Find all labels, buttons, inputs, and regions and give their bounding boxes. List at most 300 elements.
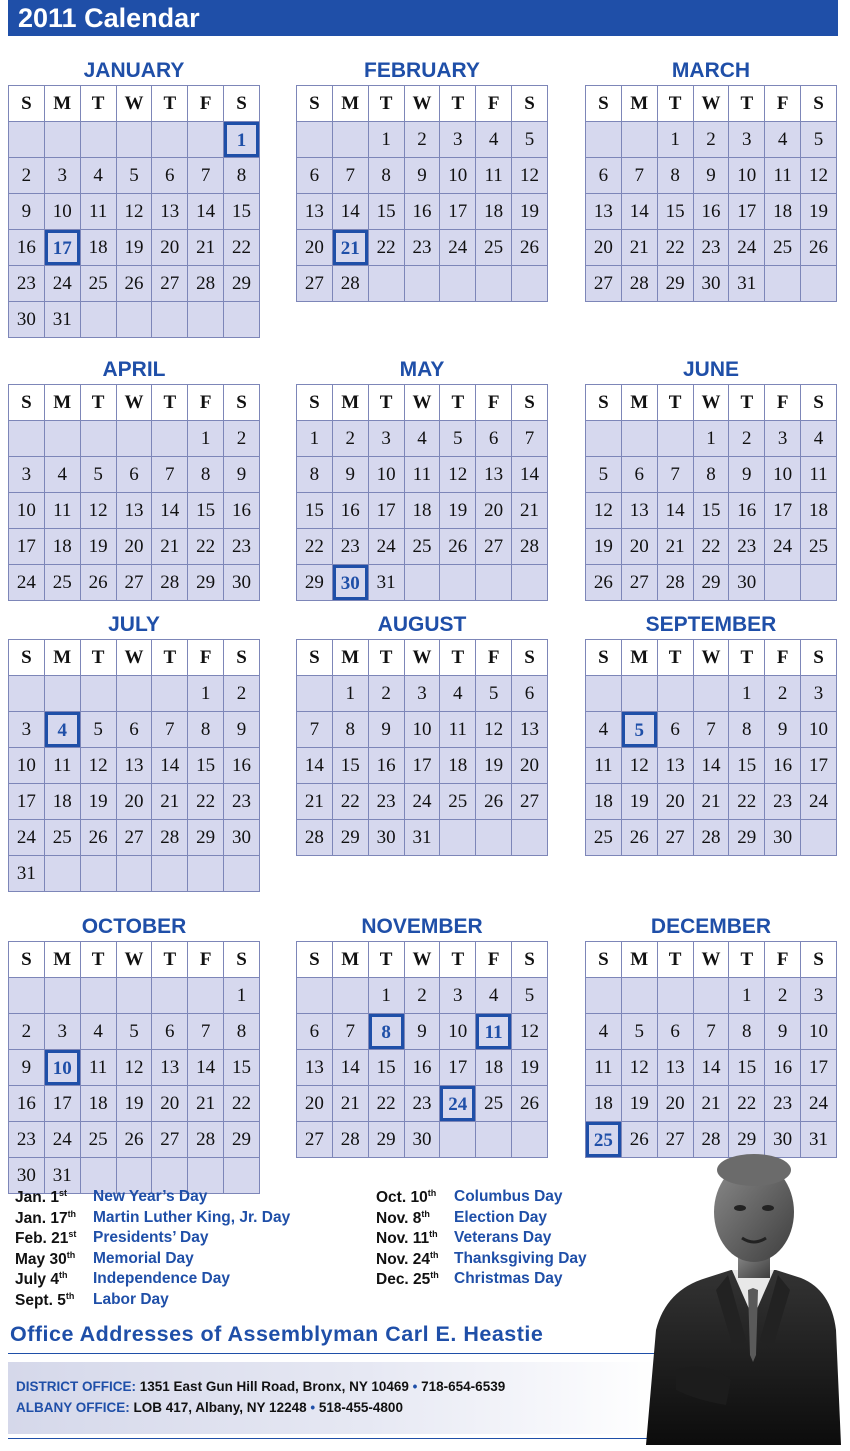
day-cell: 30 bbox=[224, 820, 260, 856]
empty-cell bbox=[657, 421, 693, 457]
day-cell: 22 bbox=[224, 1086, 260, 1122]
day-cell: 11 bbox=[801, 457, 837, 493]
day-cell: 10 bbox=[368, 457, 404, 493]
day-cell: 14 bbox=[188, 1050, 224, 1086]
holiday-day-cell: 4 bbox=[44, 712, 80, 748]
day-cell: 3 bbox=[44, 158, 80, 194]
day-cell: 23 bbox=[765, 1086, 801, 1122]
day-cell: 20 bbox=[476, 493, 512, 529]
district-office-label: DISTRICT OFFICE: bbox=[16, 1379, 136, 1394]
day-cell: 16 bbox=[9, 230, 45, 266]
day-cell: 10 bbox=[9, 493, 45, 529]
day-cell: 25 bbox=[476, 230, 512, 266]
weekday-header: S bbox=[801, 86, 837, 122]
day-cell: 6 bbox=[297, 1014, 333, 1050]
month-table bbox=[296, 384, 548, 601]
empty-cell bbox=[512, 820, 548, 856]
month-name: APRIL bbox=[102, 358, 166, 381]
holiday-date: July 4th bbox=[15, 1270, 68, 1289]
day-cell: 21 bbox=[693, 1086, 729, 1122]
empty-cell bbox=[332, 978, 368, 1014]
day-cell: 27 bbox=[621, 565, 657, 601]
month-table bbox=[8, 639, 260, 892]
weekday-header: F bbox=[188, 385, 224, 421]
day-cell: 29 bbox=[224, 1122, 260, 1158]
day-cell: 4 bbox=[586, 712, 622, 748]
day-cell: 20 bbox=[152, 1086, 188, 1122]
empty-cell bbox=[152, 302, 188, 338]
day-cell: 18 bbox=[801, 493, 837, 529]
holiday-name: Columbus Day bbox=[454, 1188, 563, 1205]
weekday-header: T bbox=[368, 86, 404, 122]
portrait-photo bbox=[636, 1140, 841, 1445]
day-cell: 1 bbox=[188, 676, 224, 712]
day-cell: 3 bbox=[729, 122, 765, 158]
day-cell: 23 bbox=[693, 230, 729, 266]
empty-cell bbox=[44, 421, 80, 457]
day-cell: 7 bbox=[512, 421, 548, 457]
weekday-header: T bbox=[80, 640, 116, 676]
holiday-date: Nov. 24th bbox=[376, 1249, 439, 1268]
day-cell: 1 bbox=[297, 421, 333, 457]
weekday-header: T bbox=[152, 86, 188, 122]
day-cell: 14 bbox=[693, 748, 729, 784]
month-march bbox=[585, 57, 837, 302]
day-cell: 18 bbox=[765, 194, 801, 230]
day-cell: 1 bbox=[729, 978, 765, 1014]
day-cell: 1 bbox=[188, 421, 224, 457]
day-cell: 23 bbox=[765, 784, 801, 820]
empty-cell bbox=[116, 421, 152, 457]
empty-cell bbox=[332, 122, 368, 158]
weekday-header: T bbox=[657, 385, 693, 421]
empty-cell bbox=[80, 676, 116, 712]
empty-cell bbox=[801, 266, 837, 302]
day-cell: 25 bbox=[44, 820, 80, 856]
holiday-name: Presidents’ Day bbox=[93, 1229, 209, 1246]
day-cell: 29 bbox=[657, 266, 693, 302]
weekday-header: M bbox=[621, 640, 657, 676]
day-cell: 20 bbox=[512, 748, 548, 784]
month-table bbox=[296, 941, 548, 1158]
holiday-name: Independence Day bbox=[93, 1270, 230, 1287]
weekday-header: W bbox=[404, 385, 440, 421]
day-cell: 13 bbox=[657, 1050, 693, 1086]
weekday-header: T bbox=[729, 385, 765, 421]
day-cell: 7 bbox=[152, 712, 188, 748]
day-cell: 29 bbox=[729, 820, 765, 856]
day-cell: 4 bbox=[440, 676, 476, 712]
empty-cell bbox=[9, 421, 45, 457]
holiday-entry bbox=[376, 1209, 646, 1230]
day-cell: 15 bbox=[188, 493, 224, 529]
holiday-date: Oct. 10th bbox=[376, 1188, 437, 1207]
day-cell: 20 bbox=[657, 784, 693, 820]
day-cell: 27 bbox=[297, 266, 333, 302]
holiday-entry bbox=[376, 1229, 646, 1250]
day-cell: 7 bbox=[152, 457, 188, 493]
weekday-header: T bbox=[152, 385, 188, 421]
day-cell: 4 bbox=[586, 1014, 622, 1050]
month-july bbox=[8, 611, 260, 892]
month-june bbox=[585, 356, 837, 601]
month-table bbox=[585, 85, 837, 302]
day-cell: 14 bbox=[621, 194, 657, 230]
empty-cell bbox=[476, 565, 512, 601]
holiday-date: Sept. 5th bbox=[15, 1290, 75, 1309]
day-cell: 16 bbox=[224, 748, 260, 784]
empty-cell bbox=[80, 856, 116, 892]
day-cell: 30 bbox=[693, 266, 729, 302]
weekday-header: S bbox=[224, 640, 260, 676]
day-cell: 2 bbox=[9, 1014, 45, 1050]
day-cell: 12 bbox=[80, 493, 116, 529]
district-office-address: 1351 East Gun Hill Road, Bronx, NY 10469 bbox=[139, 1379, 409, 1394]
day-cell: 28 bbox=[693, 820, 729, 856]
day-cell: 15 bbox=[368, 194, 404, 230]
day-cell: 2 bbox=[368, 676, 404, 712]
weekday-header: S bbox=[9, 942, 45, 978]
day-cell: 1 bbox=[729, 676, 765, 712]
day-cell: 31 bbox=[729, 266, 765, 302]
day-cell: 14 bbox=[332, 194, 368, 230]
day-cell: 2 bbox=[224, 676, 260, 712]
day-cell: 29 bbox=[693, 565, 729, 601]
day-cell: 22 bbox=[297, 529, 333, 565]
day-cell: 12 bbox=[80, 748, 116, 784]
month-name: DECEMBER bbox=[650, 915, 772, 938]
day-cell: 13 bbox=[476, 457, 512, 493]
day-cell: 18 bbox=[44, 784, 80, 820]
day-cell: 8 bbox=[368, 158, 404, 194]
empty-cell bbox=[188, 302, 224, 338]
day-cell: 10 bbox=[440, 158, 476, 194]
day-cell: 23 bbox=[404, 1086, 440, 1122]
day-cell: 1 bbox=[224, 978, 260, 1014]
empty-cell bbox=[765, 266, 801, 302]
day-cell: 28 bbox=[657, 565, 693, 601]
day-cell: 11 bbox=[44, 748, 80, 784]
day-cell: 10 bbox=[9, 748, 45, 784]
month-name: OCTOBER bbox=[81, 915, 187, 938]
weekday-header: T bbox=[152, 942, 188, 978]
weekday-header: T bbox=[152, 640, 188, 676]
day-cell: 14 bbox=[657, 493, 693, 529]
holiday-day-cell: 8 bbox=[368, 1014, 404, 1050]
day-cell: 13 bbox=[297, 194, 333, 230]
day-cell: 17 bbox=[368, 493, 404, 529]
day-cell: 25 bbox=[404, 529, 440, 565]
day-cell: 27 bbox=[586, 266, 622, 302]
weekday-header: S bbox=[512, 942, 548, 978]
empty-cell bbox=[44, 978, 80, 1014]
month-table bbox=[585, 384, 837, 601]
holiday-date: Dec. 25th bbox=[376, 1270, 439, 1289]
day-cell: 7 bbox=[188, 1014, 224, 1050]
weekday-header: F bbox=[188, 640, 224, 676]
day-cell: 28 bbox=[152, 565, 188, 601]
day-cell: 2 bbox=[693, 122, 729, 158]
empty-cell bbox=[152, 122, 188, 158]
month-name: SEPTEMBER bbox=[645, 613, 777, 636]
day-cell: 3 bbox=[801, 676, 837, 712]
weekday-header: S bbox=[297, 942, 333, 978]
holiday-day-cell: 5 bbox=[621, 712, 657, 748]
empty-cell bbox=[621, 978, 657, 1014]
day-cell: 11 bbox=[440, 712, 476, 748]
empty-cell bbox=[801, 565, 837, 601]
day-cell: 4 bbox=[44, 457, 80, 493]
day-cell: 17 bbox=[765, 493, 801, 529]
day-cell: 9 bbox=[224, 457, 260, 493]
day-cell: 22 bbox=[729, 784, 765, 820]
day-cell: 30 bbox=[224, 565, 260, 601]
weekday-header: S bbox=[512, 640, 548, 676]
weekday-header: T bbox=[80, 385, 116, 421]
holiday-date: May 30th bbox=[15, 1249, 76, 1268]
day-cell: 2 bbox=[9, 158, 45, 194]
weekday-header: S bbox=[586, 385, 622, 421]
weekday-header: F bbox=[476, 385, 512, 421]
empty-cell bbox=[621, 421, 657, 457]
day-cell: 11 bbox=[476, 158, 512, 194]
albany-office-address: LOB 417, Albany, NY 12248 bbox=[133, 1400, 307, 1415]
day-cell: 28 bbox=[188, 1122, 224, 1158]
day-cell: 12 bbox=[512, 1014, 548, 1050]
day-cell: 5 bbox=[80, 712, 116, 748]
day-cell: 9 bbox=[332, 457, 368, 493]
day-cell: 7 bbox=[693, 1014, 729, 1050]
day-cell: 25 bbox=[801, 529, 837, 565]
day-cell: 17 bbox=[729, 194, 765, 230]
day-cell: 9 bbox=[404, 158, 440, 194]
day-cell: 6 bbox=[152, 158, 188, 194]
day-cell: 14 bbox=[152, 493, 188, 529]
empty-cell bbox=[188, 122, 224, 158]
weekday-header: M bbox=[44, 640, 80, 676]
empty-cell bbox=[440, 1122, 476, 1158]
office-divider bbox=[8, 1353, 658, 1354]
day-cell: 12 bbox=[801, 158, 837, 194]
day-cell: 11 bbox=[586, 748, 622, 784]
day-cell: 7 bbox=[621, 158, 657, 194]
day-cell: 6 bbox=[621, 457, 657, 493]
day-cell: 26 bbox=[512, 230, 548, 266]
month-table bbox=[296, 639, 548, 856]
holiday-name: Christmas Day bbox=[454, 1270, 563, 1287]
day-cell: 25 bbox=[586, 820, 622, 856]
empty-cell bbox=[693, 676, 729, 712]
day-cell: 26 bbox=[801, 230, 837, 266]
day-cell: 3 bbox=[440, 978, 476, 1014]
day-cell: 16 bbox=[693, 194, 729, 230]
day-cell: 21 bbox=[693, 784, 729, 820]
day-cell: 4 bbox=[476, 122, 512, 158]
holiday-name: Veterans Day bbox=[454, 1229, 552, 1246]
day-cell: 29 bbox=[368, 1122, 404, 1158]
empty-cell bbox=[765, 565, 801, 601]
day-cell: 18 bbox=[440, 748, 476, 784]
day-cell: 5 bbox=[440, 421, 476, 457]
day-cell: 1 bbox=[368, 122, 404, 158]
day-cell: 30 bbox=[765, 820, 801, 856]
day-cell: 12 bbox=[621, 748, 657, 784]
empty-cell bbox=[44, 676, 80, 712]
empty-cell bbox=[801, 820, 837, 856]
month-name: MARCH bbox=[671, 59, 751, 82]
weekday-header: T bbox=[368, 640, 404, 676]
day-cell: 5 bbox=[512, 978, 548, 1014]
day-cell: 14 bbox=[512, 457, 548, 493]
office-box bbox=[8, 1362, 658, 1434]
day-cell: 17 bbox=[44, 1086, 80, 1122]
empty-cell bbox=[9, 978, 45, 1014]
day-cell: 8 bbox=[188, 457, 224, 493]
weekday-header: W bbox=[693, 640, 729, 676]
weekday-header: W bbox=[693, 86, 729, 122]
holiday-date: Jan. 1st bbox=[15, 1188, 67, 1207]
day-cell: 28 bbox=[332, 1122, 368, 1158]
day-cell: 25 bbox=[80, 1122, 116, 1158]
day-cell: 26 bbox=[512, 1086, 548, 1122]
holiday-entry bbox=[15, 1291, 365, 1312]
day-cell: 24 bbox=[801, 784, 837, 820]
month-name: FEBRUARY bbox=[364, 59, 480, 82]
day-cell: 5 bbox=[512, 122, 548, 158]
empty-cell bbox=[152, 978, 188, 1014]
day-cell: 16 bbox=[9, 1086, 45, 1122]
empty-cell bbox=[152, 856, 188, 892]
day-cell: 8 bbox=[332, 712, 368, 748]
day-cell: 26 bbox=[116, 1122, 152, 1158]
day-cell: 3 bbox=[801, 978, 837, 1014]
weekday-header: W bbox=[404, 640, 440, 676]
day-cell: 15 bbox=[297, 493, 333, 529]
holiday-entry bbox=[15, 1250, 365, 1271]
empty-cell bbox=[586, 122, 622, 158]
day-cell: 19 bbox=[476, 748, 512, 784]
day-cell: 31 bbox=[404, 820, 440, 856]
holiday-entry bbox=[376, 1188, 646, 1209]
day-cell: 15 bbox=[657, 194, 693, 230]
weekday-header: S bbox=[297, 385, 333, 421]
weekday-header: W bbox=[116, 640, 152, 676]
day-cell: 30 bbox=[765, 1122, 801, 1158]
month-october bbox=[8, 913, 260, 1194]
day-cell: 22 bbox=[224, 230, 260, 266]
day-cell: 1 bbox=[368, 978, 404, 1014]
day-cell: 3 bbox=[44, 1014, 80, 1050]
weekday-header: M bbox=[332, 640, 368, 676]
day-cell: 25 bbox=[80, 266, 116, 302]
day-cell: 20 bbox=[297, 1086, 333, 1122]
weekday-header: S bbox=[224, 942, 260, 978]
day-cell: 3 bbox=[765, 421, 801, 457]
day-cell: 27 bbox=[297, 1122, 333, 1158]
weekday-header: W bbox=[116, 86, 152, 122]
day-cell: 12 bbox=[512, 158, 548, 194]
day-cell: 9 bbox=[224, 712, 260, 748]
day-cell: 6 bbox=[152, 1014, 188, 1050]
empty-cell bbox=[9, 122, 45, 158]
empty-cell bbox=[44, 122, 80, 158]
day-cell: 8 bbox=[188, 712, 224, 748]
weekday-header: F bbox=[476, 942, 512, 978]
day-cell: 7 bbox=[297, 712, 333, 748]
day-cell: 10 bbox=[729, 158, 765, 194]
holiday-date: Nov. 11th bbox=[376, 1229, 438, 1248]
empty-cell bbox=[621, 676, 657, 712]
empty-cell bbox=[476, 266, 512, 302]
day-cell: 11 bbox=[404, 457, 440, 493]
holiday-name: Election Day bbox=[454, 1208, 548, 1226]
weekday-header: M bbox=[44, 942, 80, 978]
holiday-entry bbox=[376, 1250, 646, 1271]
day-cell: 30 bbox=[9, 302, 45, 338]
day-cell: 17 bbox=[440, 1050, 476, 1086]
day-cell: 6 bbox=[657, 712, 693, 748]
weekday-header: S bbox=[224, 385, 260, 421]
empty-cell bbox=[80, 302, 116, 338]
day-cell: 15 bbox=[368, 1050, 404, 1086]
day-cell: 15 bbox=[224, 1050, 260, 1086]
holiday-date: Nov. 8th bbox=[376, 1208, 430, 1227]
day-cell: 26 bbox=[80, 820, 116, 856]
month-november bbox=[296, 913, 548, 1158]
day-cell: 4 bbox=[404, 421, 440, 457]
weekday-header: T bbox=[657, 86, 693, 122]
day-cell: 15 bbox=[729, 1050, 765, 1086]
day-cell: 17 bbox=[801, 748, 837, 784]
day-cell: 6 bbox=[657, 1014, 693, 1050]
weekday-header: S bbox=[801, 385, 837, 421]
day-cell: 8 bbox=[657, 158, 693, 194]
day-cell: 2 bbox=[765, 978, 801, 1014]
day-cell: 22 bbox=[188, 784, 224, 820]
month-name: JUNE bbox=[682, 358, 740, 381]
weekday-header: W bbox=[116, 385, 152, 421]
day-cell: 16 bbox=[765, 748, 801, 784]
day-cell: 25 bbox=[44, 565, 80, 601]
month-august bbox=[296, 611, 548, 856]
day-cell: 6 bbox=[116, 712, 152, 748]
day-cell: 24 bbox=[44, 266, 80, 302]
empty-cell bbox=[80, 978, 116, 1014]
day-cell: 22 bbox=[368, 230, 404, 266]
day-cell: 15 bbox=[729, 748, 765, 784]
month-table bbox=[8, 85, 260, 338]
day-cell: 4 bbox=[476, 978, 512, 1014]
holiday-name: New Year’s Day bbox=[93, 1188, 208, 1205]
weekday-header: T bbox=[729, 86, 765, 122]
day-cell: 9 bbox=[9, 1050, 45, 1086]
day-cell: 12 bbox=[116, 1050, 152, 1086]
day-cell: 22 bbox=[332, 784, 368, 820]
day-cell: 13 bbox=[116, 493, 152, 529]
day-cell: 24 bbox=[44, 1122, 80, 1158]
day-cell: 9 bbox=[368, 712, 404, 748]
day-cell: 3 bbox=[404, 676, 440, 712]
empty-cell bbox=[9, 676, 45, 712]
day-cell: 5 bbox=[621, 1014, 657, 1050]
day-cell: 19 bbox=[116, 1086, 152, 1122]
day-cell: 7 bbox=[332, 158, 368, 194]
day-cell: 13 bbox=[586, 194, 622, 230]
day-cell: 14 bbox=[297, 748, 333, 784]
day-cell: 12 bbox=[476, 712, 512, 748]
weekday-header: T bbox=[657, 640, 693, 676]
day-cell: 10 bbox=[801, 712, 837, 748]
